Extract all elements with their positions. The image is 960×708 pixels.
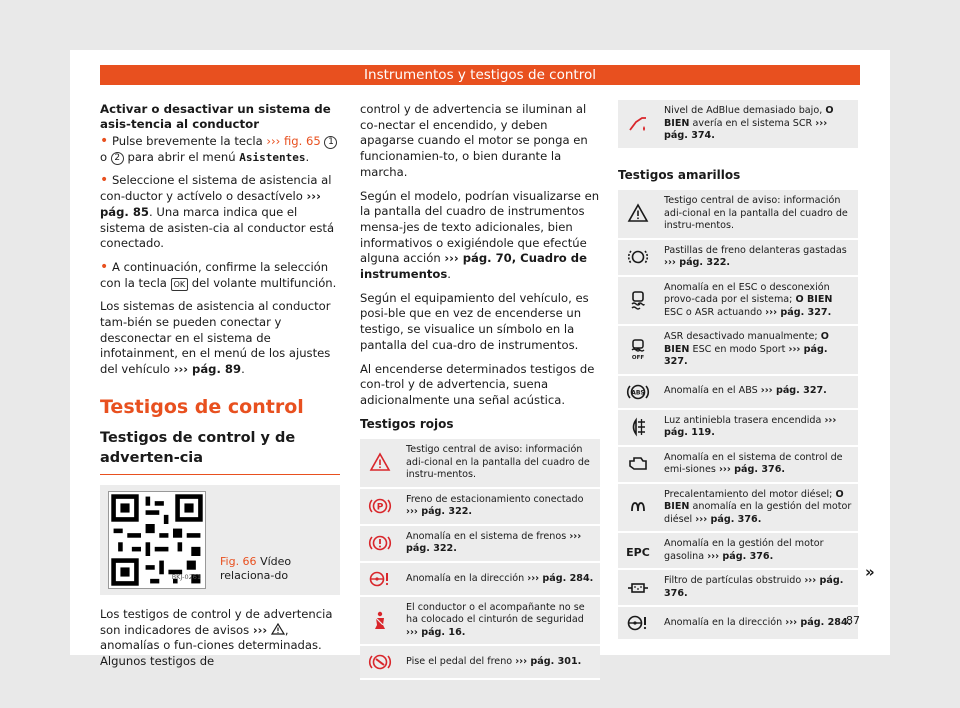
glow-plug-icon bbox=[626, 495, 650, 519]
callout-1: 1 bbox=[324, 136, 337, 149]
page-ref-link[interactable]: ››› pág. 70, Cuadro de instrumentos bbox=[360, 251, 587, 282]
page-ref-link[interactable]: ››› pág. 322. bbox=[664, 257, 731, 269]
warning-triangle-icon bbox=[626, 202, 650, 226]
indicator-icon-cell bbox=[360, 645, 400, 679]
svg-text:ABS: ABS bbox=[631, 389, 645, 397]
svg-text:P: P bbox=[376, 502, 384, 513]
indicator-description: Anomalía en la dirección ››› pág. 284. bbox=[658, 606, 858, 640]
indicator-icon-cell bbox=[618, 532, 658, 569]
intro-paragraph: Los testigos de control y de advertencia son indicadores de avisos ››› , anomalías o fun-ciones determinadas. Algunos testigos de bbox=[100, 606, 333, 668]
heading-testigos: Testigos de control bbox=[100, 395, 304, 418]
paragraph: Al encenderse determinados testigos de con-trol y de advertencia, suena adicionalmente una señal acústica. bbox=[360, 361, 595, 407]
indicator-icon-cell bbox=[360, 439, 400, 488]
brake-system-icon bbox=[368, 531, 392, 555]
indicator-description: El conductor o el acompañante no se ha colocado el cinturón de seguridad ››› pág. 16. bbox=[400, 596, 600, 646]
indicator-icon-cell bbox=[618, 409, 658, 446]
menu-name: Asistentes bbox=[239, 150, 306, 164]
page-ref-link[interactable]: ››› pág. 376. bbox=[707, 550, 774, 562]
indicator-row bbox=[360, 645, 600, 679]
indicator-icon-cell bbox=[618, 606, 658, 640]
fig-ref-link[interactable]: ››› fig. 65 bbox=[266, 134, 321, 148]
steering-fault-icon bbox=[368, 567, 392, 591]
steering-fault-icon bbox=[626, 611, 650, 635]
indicator-row bbox=[618, 606, 858, 640]
indicator-description: Freno de estacionamiento conectado ››› pág. 322. bbox=[400, 488, 600, 525]
indicator-description: Pastillas de freno delanteras gastadas ››› pág. 322. bbox=[658, 239, 858, 276]
page-ref-link[interactable]: ››› pág. 301. bbox=[515, 656, 582, 668]
indicator-row bbox=[360, 562, 600, 596]
adblue-icon bbox=[626, 112, 650, 136]
indicator-description: Anomalía en la gestión del motor gasolina ››› pág. 376. bbox=[658, 532, 858, 569]
warning-triangle-icon bbox=[271, 623, 285, 635]
page-ref-link[interactable]: ››› pág. 376. bbox=[718, 464, 786, 476]
brake-pads-icon bbox=[626, 245, 650, 269]
indicator-row bbox=[618, 100, 858, 149]
page-number: 87 bbox=[846, 614, 860, 627]
page-ref-link[interactable]: ››› pág. 374. bbox=[664, 117, 828, 141]
figure-caption: Fig. 66 Vídeo relaciona-do bbox=[220, 554, 292, 582]
indicator-icon-cell bbox=[618, 100, 658, 149]
rear-fog-icon bbox=[626, 415, 650, 439]
adblue-table bbox=[618, 100, 858, 150]
indicator-description: Anomalía en la dirección ››› pág. 284. bbox=[400, 562, 600, 596]
esc-icon bbox=[626, 288, 650, 312]
warning-triangle-icon bbox=[368, 451, 392, 475]
seatbelt-icon bbox=[368, 609, 392, 633]
indicator-icon-cell bbox=[618, 276, 658, 326]
indicator-description: Precalentamiento del motor diésel; O BIEN anomalía en la gestión del motor diésel ››› pág. 376. bbox=[658, 483, 858, 533]
indicator-row bbox=[618, 239, 858, 276]
page-ref-link[interactable]: ››› pág. 16. bbox=[406, 626, 466, 638]
indicator-row bbox=[360, 488, 600, 525]
subheading-testigos: Testigos de control y de adverten-cia bbox=[100, 428, 340, 475]
video-figure[interactable] bbox=[100, 485, 340, 595]
asr-off-icon bbox=[626, 338, 650, 362]
amber-indicators-title: Testigos amarillos bbox=[618, 167, 741, 182]
brake-pedal-icon bbox=[368, 650, 392, 674]
indicator-icon-cell bbox=[618, 375, 658, 409]
indicator-description: ASR desactivado manualmente; O BIEN ESC en modo Sport ››› pág. 327. bbox=[658, 325, 858, 375]
paragraph: control y de advertencia se iluminan al co-nectar el encendido, y deben apagarse cuando el motor se ponga en funcionamien-to, o bien durante la marcha. bbox=[360, 102, 588, 179]
indicator-description: Testigo central de aviso: información adi-cional en la pantalla del cuadro de instru-mentos. bbox=[658, 190, 858, 239]
indicator-icon-cell bbox=[618, 325, 658, 375]
particle-filter-icon bbox=[626, 576, 650, 600]
assist-paragraph: Los sistemas de asistencia al conductor tam-bién se pueden conectar y desconectar en el sistema de infotainment, en el menú de los ajustes del vehículo ››› pág. 89. bbox=[100, 299, 331, 377]
indicator-icon-cell bbox=[618, 446, 658, 483]
indicator-row bbox=[618, 276, 858, 326]
indicator-icon-cell bbox=[360, 562, 400, 596]
indicator-row bbox=[618, 483, 858, 533]
indicator-row bbox=[360, 525, 600, 562]
indicator-description: Nivel de AdBlue demasiado bajo, O BIEN avería en el sistema SCR ››› pág. 374. bbox=[658, 100, 858, 149]
page-ref-link[interactable]: ››› pág. 85 bbox=[100, 189, 321, 219]
indicator-row bbox=[618, 569, 858, 606]
page-ref-link[interactable]: ››› pág. 322. bbox=[406, 530, 582, 555]
bullet-step-2: • Seleccione el sistema de asistencia al con-ductor y actívelo o desactívelo ››› pág. 85. Una marca indica que el sistema de asisten-cia al conductor está conectado. bbox=[100, 172, 335, 251]
indicator-description: Anomalía en el ESC o desconexión provo-cada por el sistema; O BIEN ESC o ASR actuando ››› pág. 327. bbox=[658, 276, 858, 326]
section-title: Activar o desactivar un sistema de asis-tencia al conductor bbox=[100, 102, 331, 131]
indicator-row bbox=[618, 190, 858, 239]
column-3 bbox=[618, 100, 858, 641]
indicator-description: Anomalía en el sistema de control de emi-siones ››› pág. 376. bbox=[658, 446, 858, 483]
abs-icon bbox=[626, 380, 650, 404]
indicator-icon-cell bbox=[618, 190, 658, 239]
indicator-row bbox=[618, 532, 858, 569]
emission-icon bbox=[626, 452, 650, 476]
page-ref-link[interactable]: ››› pág. 284. bbox=[785, 616, 852, 628]
indicator-icon-cell bbox=[618, 483, 658, 533]
amber-indicators-table bbox=[618, 190, 858, 641]
page-ref-link[interactable]: ››› pág. 89 bbox=[173, 362, 242, 377]
indicator-row bbox=[360, 439, 600, 488]
bullet-icon: • bbox=[100, 133, 109, 149]
indicator-icon-cell bbox=[360, 596, 400, 646]
page-ref-link[interactable]: ››› pág. 376. bbox=[695, 513, 762, 525]
svg-text:EPC: EPC bbox=[626, 545, 650, 559]
indicator-description: Anomalía en el ABS ››› pág. 327. bbox=[658, 375, 858, 409]
column-2 bbox=[360, 102, 600, 680]
indicator-row bbox=[618, 409, 858, 446]
paragraph: Según el equipamiento del vehículo, es posi-ble que en vez de encenderse un testigo, se visualice un símbolo en la pantalla del cua-dro de instrumentos. bbox=[360, 290, 589, 352]
page-ref-link[interactable]: ››› pág. 119. bbox=[664, 414, 837, 439]
page-ref-link[interactable]: ››› pág. 322. bbox=[406, 506, 473, 518]
indicator-description: Filtro de partículas obstruido ››› pág. 376. bbox=[658, 569, 858, 606]
red-indicators-title: Testigos rojos bbox=[360, 416, 454, 431]
continued-marker: » bbox=[865, 563, 875, 581]
indicator-description: Luz antiniebla trasera encendida ››› pág. 119. bbox=[658, 409, 858, 446]
indicator-icon-cell bbox=[360, 488, 400, 525]
page-ref-link[interactable]: ››› pág. 327. bbox=[765, 306, 832, 318]
page-ref-link[interactable]: ››› pág. 284. bbox=[527, 572, 594, 584]
indicator-row bbox=[360, 596, 600, 646]
paragraph: Según el modelo, podrían visualizarse en la pantalla del cuadro de instrumentos mensa-jes de texto adicionales, bien informativos o exigiéndole que efectúe alguna acción ››› pág. 70, Cuadro de instrumentos. bbox=[360, 188, 600, 282]
epc-icon bbox=[626, 539, 650, 563]
manual-page bbox=[70, 50, 890, 668]
figure-code: BKJ-0261 bbox=[171, 573, 201, 582]
indicator-description: Testigo central de aviso: información adi-cional en la pantalla del cuadro de instru-mentos. bbox=[400, 439, 600, 488]
page-header: Instrumentos y testigos de control bbox=[100, 65, 860, 85]
page-ref-link[interactable]: ››› pág. 327. bbox=[760, 385, 827, 397]
bullet-step-1: • Pulse brevemente la tecla ››› fig. 65 1 o 2 para abrir el menú Asistentes. bbox=[100, 134, 340, 165]
page-ref-link[interactable]: ››› pág. 376. bbox=[664, 575, 844, 599]
svg-text:OFF: OFF bbox=[631, 354, 645, 361]
bullet-step-3: • A continuación, confirme la selección con la tecla OK del volante multifunción. bbox=[100, 258, 337, 290]
qr-code[interactable] bbox=[108, 491, 206, 589]
indicator-icon-cell bbox=[360, 525, 400, 562]
indicator-description: Pise el pedal del freno ››› pág. 301. bbox=[400, 645, 600, 679]
indicator-row bbox=[618, 375, 858, 409]
indicator-row bbox=[618, 325, 858, 375]
ok-key-icon: OK bbox=[171, 278, 189, 291]
column-1 bbox=[100, 102, 340, 678]
page-ref-link[interactable]: ››› pág. 327. bbox=[664, 343, 828, 368]
indicator-row bbox=[618, 446, 858, 483]
indicator-description: Anomalía en el sistema de frenos ››› pág. 322. bbox=[400, 525, 600, 562]
indicator-icon-cell bbox=[618, 569, 658, 606]
parking-brake-icon bbox=[368, 494, 392, 518]
red-indicators-table bbox=[360, 439, 600, 680]
callout-2: 2 bbox=[111, 152, 124, 165]
indicator-icon-cell bbox=[618, 239, 658, 276]
